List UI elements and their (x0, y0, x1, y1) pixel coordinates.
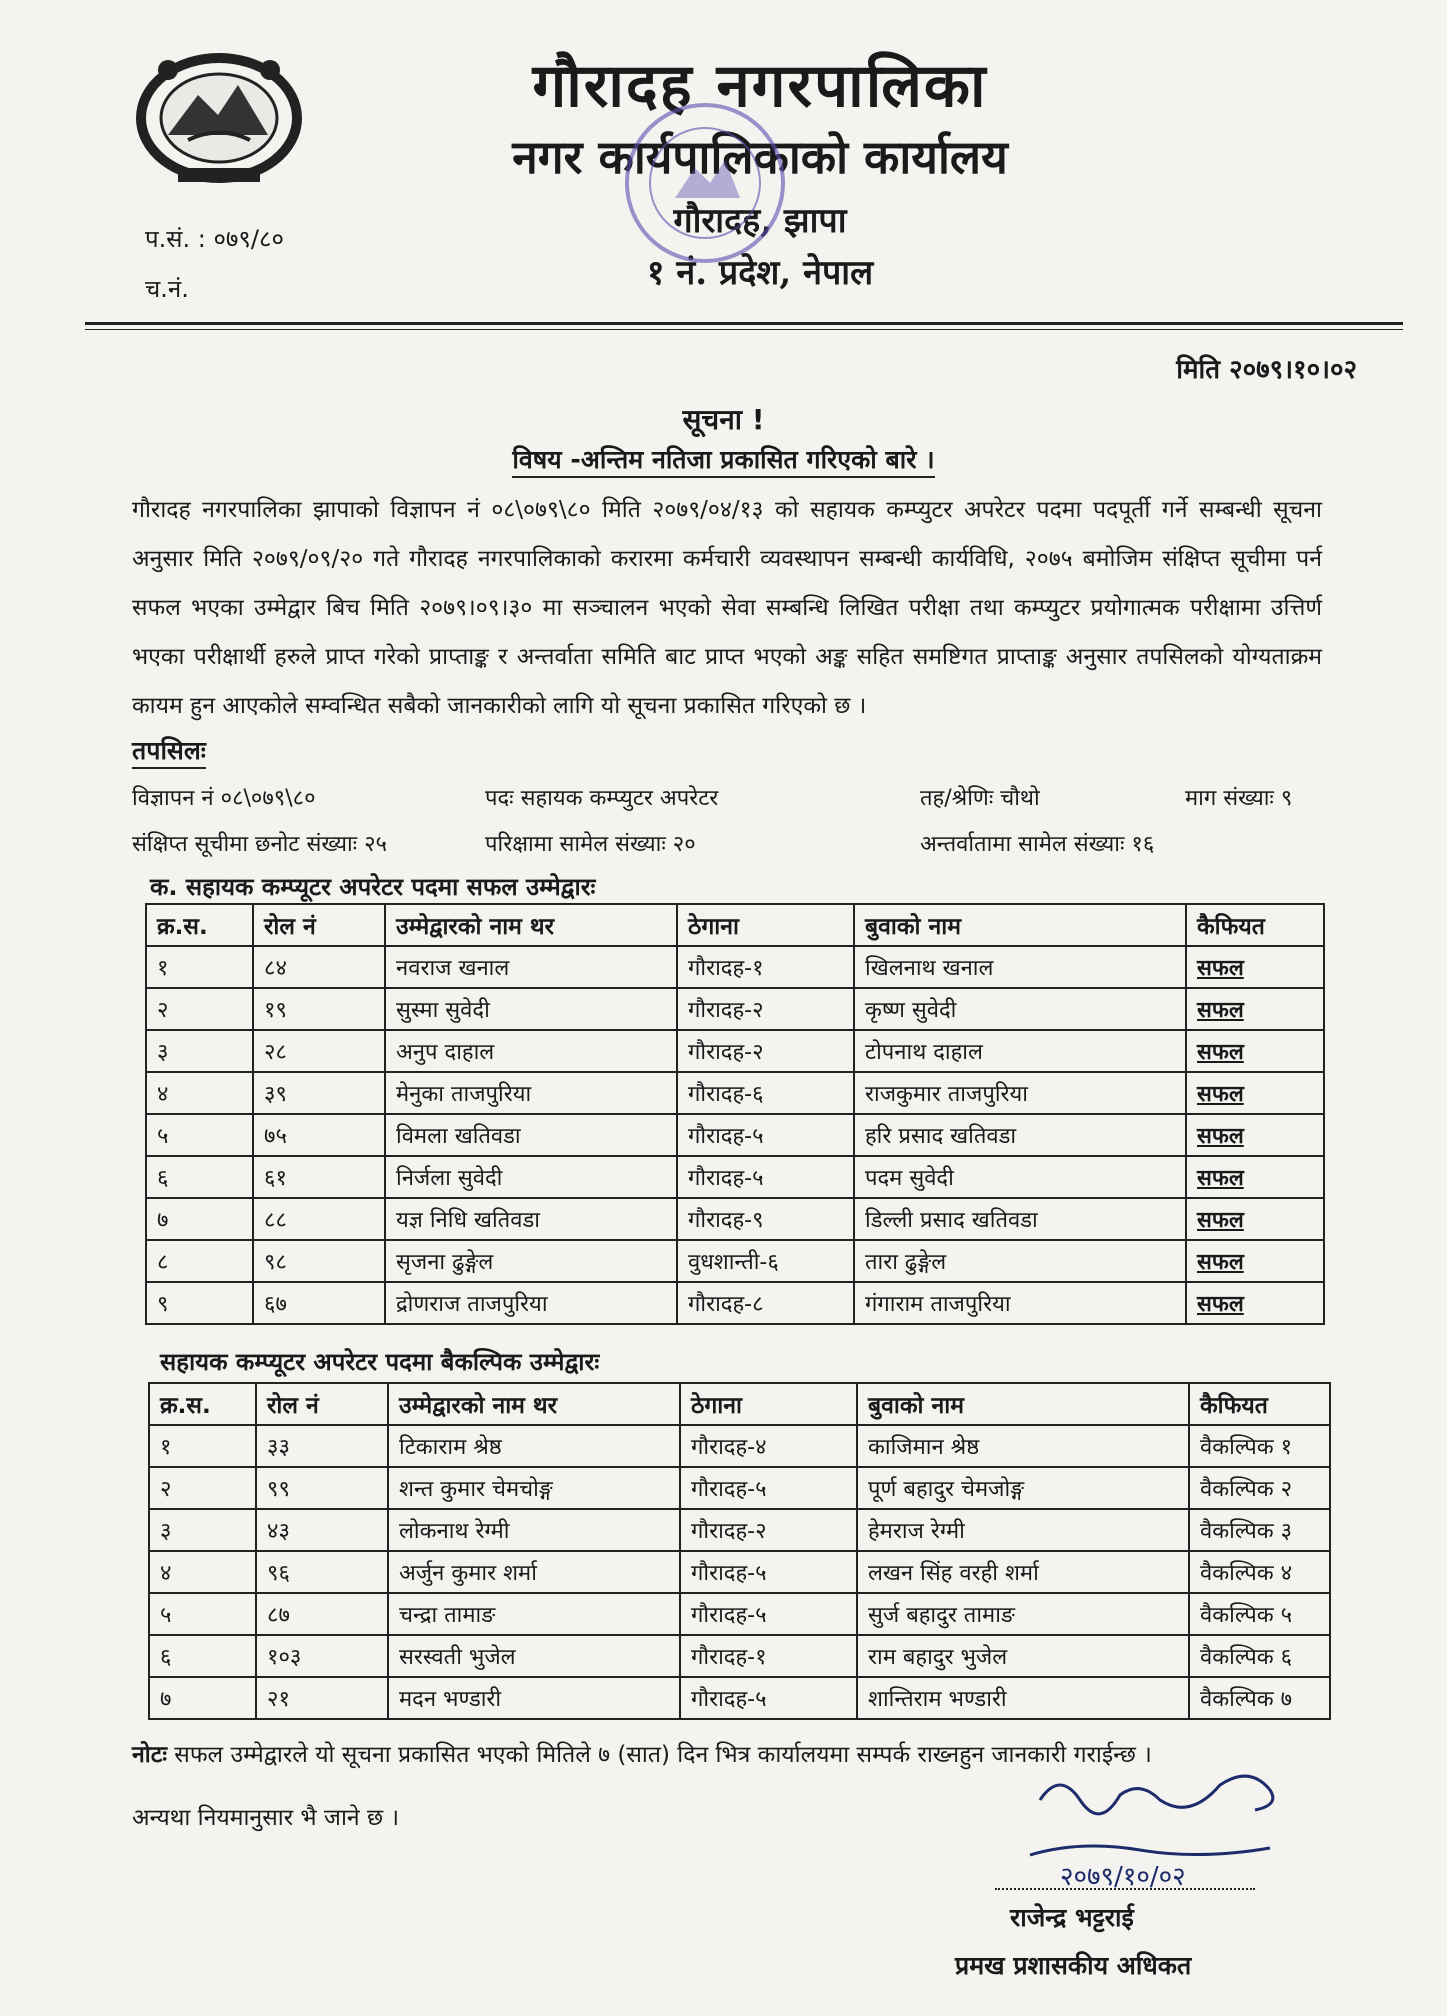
table-cell: ३३ (256, 1425, 388, 1467)
signature-icon (1020, 1760, 1320, 1900)
table-cell: ३९ (253, 1072, 385, 1114)
table-cell: २८ (253, 1030, 385, 1072)
table-cell: गौरादह-९ (677, 1198, 854, 1240)
table-row (149, 1425, 1330, 1467)
table-cell: ४ (146, 1072, 253, 1114)
table-cell: वुधशान्ती-६ (677, 1240, 854, 1282)
table-cell: ४ (149, 1551, 256, 1593)
alternate-candidates-heading: सहायक कम्प्यूटर अपरेटर पदमा बैकल्पिक उम्मेद्वारः (160, 1348, 600, 1376)
table-cell: ५ (146, 1114, 253, 1156)
table-cell: सफल (1186, 1282, 1324, 1324)
signer-name: राजेन्द्र भट्टराई (1010, 1903, 1134, 1932)
table-cell: २ (149, 1467, 256, 1509)
table-cell: निर्जला सुवेदी (385, 1156, 677, 1198)
table-row (146, 1114, 1324, 1156)
table-cell: सरस्वती भुजेल (388, 1635, 680, 1677)
table-cell: ६१ (253, 1156, 385, 1198)
table-cell: ८८ (253, 1198, 385, 1240)
table-cell: ८७ (256, 1593, 388, 1635)
column-header: क्र.स. (146, 904, 253, 946)
notice-body: गौरादह नगरपालिका झापाको विज्ञापन नं ०८\०७९\८० मिति २०७९/०४/१३ को सहायक कम्प्युटर अपरेटर पदमा पदपूर्ती गर्ने सम्बन्धी सूचना अनुसार मिति २०७९/०९/२० गते गौरादह नगरपालिकाको करारमा कर्मचारी व्यवस्थापन सम्बन्धी कार्यविधि, २०७५ बमोजिम संक्षिप्त सूचीमा पर्न सफल भएका उम्मेद्वार बिच मिति २०७९।०९।३० मा सञ्चालन भएको सेवा सम्बन्धि लिखित परीक्षा तथा कम्प्युटर प्रयोगात्मक परीक्षामा उत्तिर्ण भएका परीक्षार्थी हरुले प्राप्त गरेको प्राप्ताङ्क र अन्तर्वाता समिति बाट प्राप्त भएको अङ्क सहित समष्टिगत प्राप्ताङ्क अनुसार तपसिलको योग्यताक्रम कायम हुन आएकोले सम्वन्धित सबैको जानकारीको लागि यो सूचना प्रकासित गरिएको छ । (132, 497, 1322, 719)
table-cell: पूर्ण बहादुर चेमजोङ्ग (857, 1467, 1189, 1509)
organization-name: गौरादह नगरपालिका (532, 51, 988, 121)
table-row (149, 1551, 1330, 1593)
table-cell: सफल (1186, 1114, 1324, 1156)
table-cell: गौरादह-५ (677, 1114, 854, 1156)
office-name: नगर कार्यपालिकाको कार्यालय (512, 130, 1008, 184)
table-row (149, 1635, 1330, 1677)
column-header: कैफियत (1189, 1383, 1330, 1425)
column-header: बुवाको नाम (854, 904, 1186, 946)
table-cell: यज्ञ निधि खतिवडा (385, 1198, 677, 1240)
table-cell: वैकल्पिक ५ (1189, 1593, 1330, 1635)
table-cell: वैकल्पिक २ (1189, 1467, 1330, 1509)
table-cell: ६ (149, 1635, 256, 1677)
table-cell: अर्जुन कुमार शर्मा (388, 1551, 680, 1593)
table-cell: शान्तिराम भण्डारी (857, 1677, 1189, 1719)
table-cell: खिलनाथ खनाल (854, 946, 1186, 988)
table-cell: गौरादह-२ (680, 1509, 857, 1551)
table-row (146, 988, 1324, 1030)
header-divider-thin (85, 329, 1403, 330)
note-text: सफल उम्मेद्वारले यो सूचना प्रकासित भएको मितिले ७ (सात) दिन भित्र कार्यालयमा सम्पर्क राख्नहुन जानकारी गराईन्छ । (166, 1742, 1152, 1768)
table-row (146, 946, 1324, 988)
alternate-candidates-table (148, 1382, 1331, 1720)
table-cell: गौरादह-६ (677, 1072, 854, 1114)
table-cell: तारा ढुङ्गेल (854, 1240, 1186, 1282)
signature-date: २०७९/१०/०२ (1060, 1862, 1186, 1892)
table-cell: सफल (1186, 946, 1324, 988)
table-cell: ९६ (256, 1551, 388, 1593)
column-header: ठेगाना (680, 1383, 857, 1425)
table-cell: द्रोणराज ताजपुरिया (385, 1282, 677, 1324)
table-cell: मदन भण्डारी (388, 1677, 680, 1719)
notice-subject (0, 442, 1447, 476)
notice-subject-text: विषय -अन्तिम नतिजा प्रकासित गरिएको बारे । (512, 445, 934, 478)
advertisement-number: विज्ञापन नं ०८\०७९\८० (132, 786, 316, 811)
table-cell: ३ (146, 1030, 253, 1072)
post-level: तह/श्रेणिः चौथो (920, 786, 1040, 811)
table-cell: टिकाराम श्रेष्ठ (388, 1425, 680, 1467)
table-cell: टोपनाथ दाहाल (854, 1030, 1186, 1072)
table-cell: गौरादह-५ (680, 1551, 857, 1593)
table-cell: १ (149, 1425, 256, 1467)
signer-designation: प्रमख प्रशासकीय अधिकत (955, 1951, 1192, 1980)
column-header: रोल नं (253, 904, 385, 946)
table-cell: ६७ (253, 1282, 385, 1324)
column-header: ठेगाना (677, 904, 854, 946)
address-line-1: गौरादह, झापा (673, 201, 847, 241)
table-cell: ८४ (253, 946, 385, 988)
table-cell: वैकल्पिक ६ (1189, 1635, 1330, 1677)
dispatch-number: च.नं. (145, 275, 189, 303)
table-cell: वैकल्पिक ४ (1189, 1551, 1330, 1593)
address-line-2: १ नं. प्रदेश, नेपाल (646, 253, 874, 293)
table-cell: हरि प्रसाद खतिवडा (854, 1114, 1186, 1156)
table-cell: सफल (1186, 988, 1324, 1030)
column-header: क्र.स. (149, 1383, 256, 1425)
table-cell: सफल (1186, 1240, 1324, 1282)
signature-line (995, 1888, 1255, 1890)
table-row (149, 1593, 1330, 1635)
table-cell: गौरादह-५ (680, 1593, 857, 1635)
demand-count: माग संख्याः ९ (1185, 786, 1293, 811)
table-cell: गौरादह-२ (677, 988, 854, 1030)
table-cell: शन्त कुमार चेमचोङ्ग (388, 1467, 680, 1509)
table-cell: गौरादह-१ (680, 1635, 857, 1677)
interview-count: अन्तर्वातामा सामेल संख्याः १६ (920, 832, 1155, 857)
table-cell: २ (146, 988, 253, 1030)
column-header: रोल नं (256, 1383, 388, 1425)
table-cell: वैकल्पिक ३ (1189, 1509, 1330, 1551)
table-cell: सुर्ज बहादुर तामाङ (857, 1593, 1189, 1635)
table-cell: ९८ (253, 1240, 385, 1282)
table-cell: ६ (146, 1156, 253, 1198)
table-cell: ९९ (256, 1467, 388, 1509)
table-cell: विमला खतिवडा (385, 1114, 677, 1156)
table-row (149, 1467, 1330, 1509)
notice-date: मिति २०७९।१०।०२ (1176, 355, 1357, 385)
table-cell: सफल (1186, 1072, 1324, 1114)
office-stamp-icon (620, 98, 790, 268)
column-header: कैफियत (1186, 904, 1324, 946)
table-row (149, 1677, 1330, 1719)
table-cell: १ (146, 946, 253, 988)
table-cell: लखन सिंह वरही शर्मा (857, 1551, 1189, 1593)
table-cell: वैकल्पिक ७ (1189, 1677, 1330, 1719)
table-cell: ४३ (256, 1509, 388, 1551)
table-cell: गौरादह-५ (680, 1677, 857, 1719)
table-cell: डिल्ली प्रसाद खतिवडा (854, 1198, 1186, 1240)
table-cell: चन्द्रा तामाङ (388, 1593, 680, 1635)
table-cell: लोकनाथ रेग्मी (388, 1509, 680, 1551)
table-cell: ८ (146, 1240, 253, 1282)
table-row (146, 1030, 1324, 1072)
table-cell: मेनुका ताजपुरिया (385, 1072, 677, 1114)
table-cell: ७५ (253, 1114, 385, 1156)
table-cell: पदम सुवेदी (854, 1156, 1186, 1198)
shortlist-count: संक्षिप्त सूचीमा छनोट संख्याः २५ (132, 832, 387, 857)
note-label: नोटः (132, 1742, 167, 1768)
table-cell: सफल (1186, 1030, 1324, 1072)
municipality-emblem-icon (128, 40, 310, 195)
table-cell: सुस्मा सुवेदी (385, 988, 677, 1030)
table-row (149, 1509, 1330, 1551)
table-cell: गौरादह-५ (680, 1467, 857, 1509)
header-divider (85, 322, 1403, 325)
table-cell: गौरादह-२ (677, 1030, 854, 1072)
table-cell: गंगाराम ताजपुरिया (854, 1282, 1186, 1324)
table-cell: २१ (256, 1677, 388, 1719)
table-row (146, 1072, 1324, 1114)
table-cell: राजकुमार ताजपुरिया (854, 1072, 1186, 1114)
successful-candidates-heading: क. सहायक कम्प्यूटर अपरेटर पदमा सफल उम्मेद्वारः (150, 873, 596, 901)
table-cell: गौरादह-४ (680, 1425, 857, 1467)
table-cell: सृजना ढुङ्गेल (385, 1240, 677, 1282)
table-row (146, 1198, 1324, 1240)
reference-number: प.सं. : ०७९/८० (145, 225, 284, 253)
table-row (146, 1240, 1324, 1282)
table-cell: १०३ (256, 1635, 388, 1677)
footer-note-continued: अन्यथा नियमानुसार भै जाने छ । (132, 1805, 400, 1831)
details-heading: तपसिलः (132, 733, 206, 769)
table-cell: ७ (149, 1677, 256, 1719)
column-header: उम्मेद्वारको नाम थर (388, 1383, 680, 1425)
table-row (146, 1282, 1324, 1324)
table-cell: गौरादह-५ (677, 1156, 854, 1198)
column-header: बुवाको नाम (857, 1383, 1189, 1425)
table-cell: ५ (149, 1593, 256, 1635)
table-cell: गौरादह-८ (677, 1282, 854, 1324)
table-cell: ७ (146, 1198, 253, 1240)
table-cell: हेमराज रेग्मी (857, 1509, 1189, 1551)
table-cell: वैकल्पिक १ (1189, 1425, 1330, 1467)
table-cell: सफल (1186, 1156, 1324, 1198)
table-cell: राम बहादुर भुजेल (857, 1635, 1189, 1677)
table-cell: १९ (253, 988, 385, 1030)
table-cell: सफल (1186, 1198, 1324, 1240)
successful-candidates-table (145, 903, 1325, 1325)
notice-title: सूचना ! (682, 403, 765, 436)
table-row (146, 1156, 1324, 1198)
post-name: पदः सहायक कम्प्युटर अपरेटर (485, 786, 719, 811)
table-cell: नवराज खनाल (385, 946, 677, 988)
table-cell: अनुप दाहाल (385, 1030, 677, 1072)
column-header: उम्मेद्वारको नाम थर (385, 904, 677, 946)
table-cell: कृष्ण सुवेदी (854, 988, 1186, 1030)
table-cell: गौरादह-१ (677, 946, 854, 988)
table-cell: ९ (146, 1282, 253, 1324)
table-cell: काजिमान श्रेष्ठ (857, 1425, 1189, 1467)
table-cell: ३ (149, 1509, 256, 1551)
exam-count: परिक्षामा सामेल संख्याः २० (485, 832, 696, 857)
